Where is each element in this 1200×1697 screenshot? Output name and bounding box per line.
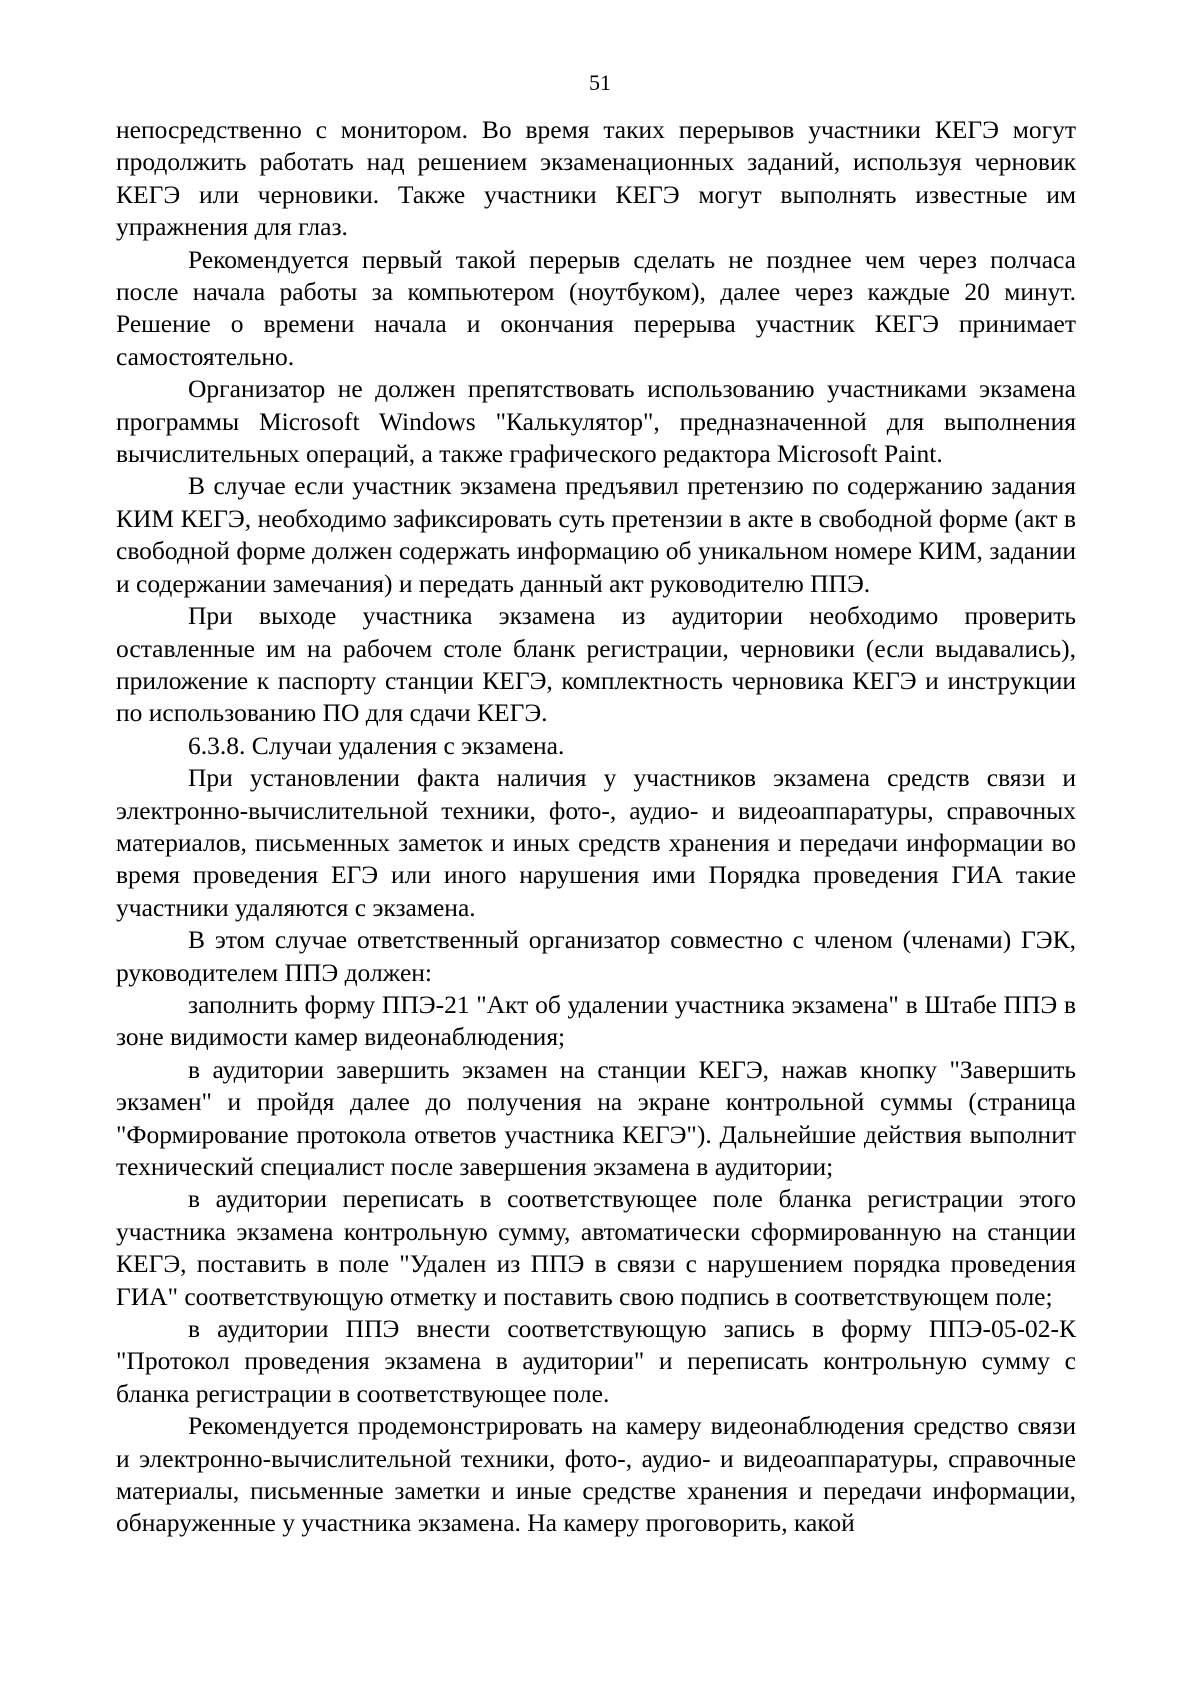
section-heading-removal-cases: 6.3.8. Случаи удаления с экзамена. xyxy=(188,730,565,760)
paragraph-duty-checksum: в аудитории переписать в соответствующее поле бланка регистрации этого участника экзамена контрольную сумму, автоматически сформированную на станции КЕГЭ, поставить в поле "Удален из ППЭ в связи с нарушением порядка проведения ГИА" соответствующую отметку и поставить свою подпись в соответствующем поле; xyxy=(116,1184,1076,1311)
paragraph-removal-grounds: При установлении факта наличия у участников экзамена средств связи и электронно-вычислительной техники, фото-, аудио- и видеоаппаратуры, справочных материалов, письменных заметок и иных средств хранения и передачи информации во время проведения ЕГЭ или иного нарушения ими Порядка проведения ГИА такие участники удаляются с экзамена. xyxy=(116,763,1076,922)
paragraph-duty-form-ppe21: заполнить форму ППЭ-21 "Акт об удалении участника экзамена" в Штабе ППЭ в зоне видимости камер видеонаблюдения; xyxy=(116,989,1076,1052)
paragraph-camera-demonstration: Рекомендуется продемонстрировать на камеру видеонаблюдения средство связи и электронно-вычислительной техники, фото-, аудио- и видеоаппаратуры, справочные материалы, письменные заметки и иные средстве хранения и передачи информации, обнаруженные у участника экзамена. На камеру проговорить, какой xyxy=(116,1411,1076,1538)
paragraph-breaks-exercises: непосредственно с монитором. Во время таких перерывов участники КЕГЭ могут продолжить работать над решением экзаменационных заданий, используя черновик КЕГЭ или черновики. Также участники КЕГЭ могут выполнять известные им упражнения для глаз. xyxy=(116,115,1076,242)
paragraph-break-recommendation: Рекомендуется первый такой перерыв сделать не позднее чем через полчаса после начала работы за компьютером (ноутбуком), далее через каждые 20 минут. Решение о времени начала и окончания перерыва участник КЕГЭ принимает самостоятельно. xyxy=(116,244,1076,371)
text-body xyxy=(116,114,1076,1540)
page-number: 51 xyxy=(589,70,611,95)
paragraph-duty-finish-exam: в аудитории завершить экзамен на станции КЕГЭ, нажав кнопку "Завершить экзамен" и пройдя далее до получения на экране контрольной суммы (страница "Формирование протокола ответов участника КЕГЭ"). Дальнейшие действия выполнит технический специалист после завершения экзамена в аудитории; xyxy=(116,1054,1076,1181)
paragraph-exit-check: При выходе участника экзамена из аудитории необходимо проверить оставленные им на рабочем столе бланк регистрации, черновики (если выдавались), приложение к паспорту станции КЕГЭ, комплектность черновика КЕГЭ и инструкции по использованию ПО для сдачи КЕГЭ. xyxy=(116,601,1076,728)
paragraph-organizer-duties: В этом случае ответственный организатор совместно с членом (членами) ГЭК, руководителем ППЭ должен: xyxy=(116,925,1076,987)
paragraph-calculator-permission: Организатор не должен препятствовать использованию участниками экзамена программы Microsoft Windows "Калькулятор", предназначенной для выполнения вычислительных операций, а также графического редактора Microsoft Paint. xyxy=(116,374,1076,469)
paragraph-duty-protocol: в аудитории ППЭ внести соответствующую запись в форму ППЭ-05-02-К "Протокол проведения экзамена в аудитории" и переписать контрольную сумму с бланка регистрации в соответствующее поле. xyxy=(116,1314,1076,1408)
paragraph-claim-procedure: В случае если участник экзамена предъявил претензию по содержанию задания КИМ КЕГЭ, необходимо зафиксировать суть претензии в акте в свободной форме (акт в свободной форме должен содержать информацию об уникальном номере КИМ, задании и содержании замечания) и передать данный акт руководителю ППЭ. xyxy=(116,471,1076,598)
